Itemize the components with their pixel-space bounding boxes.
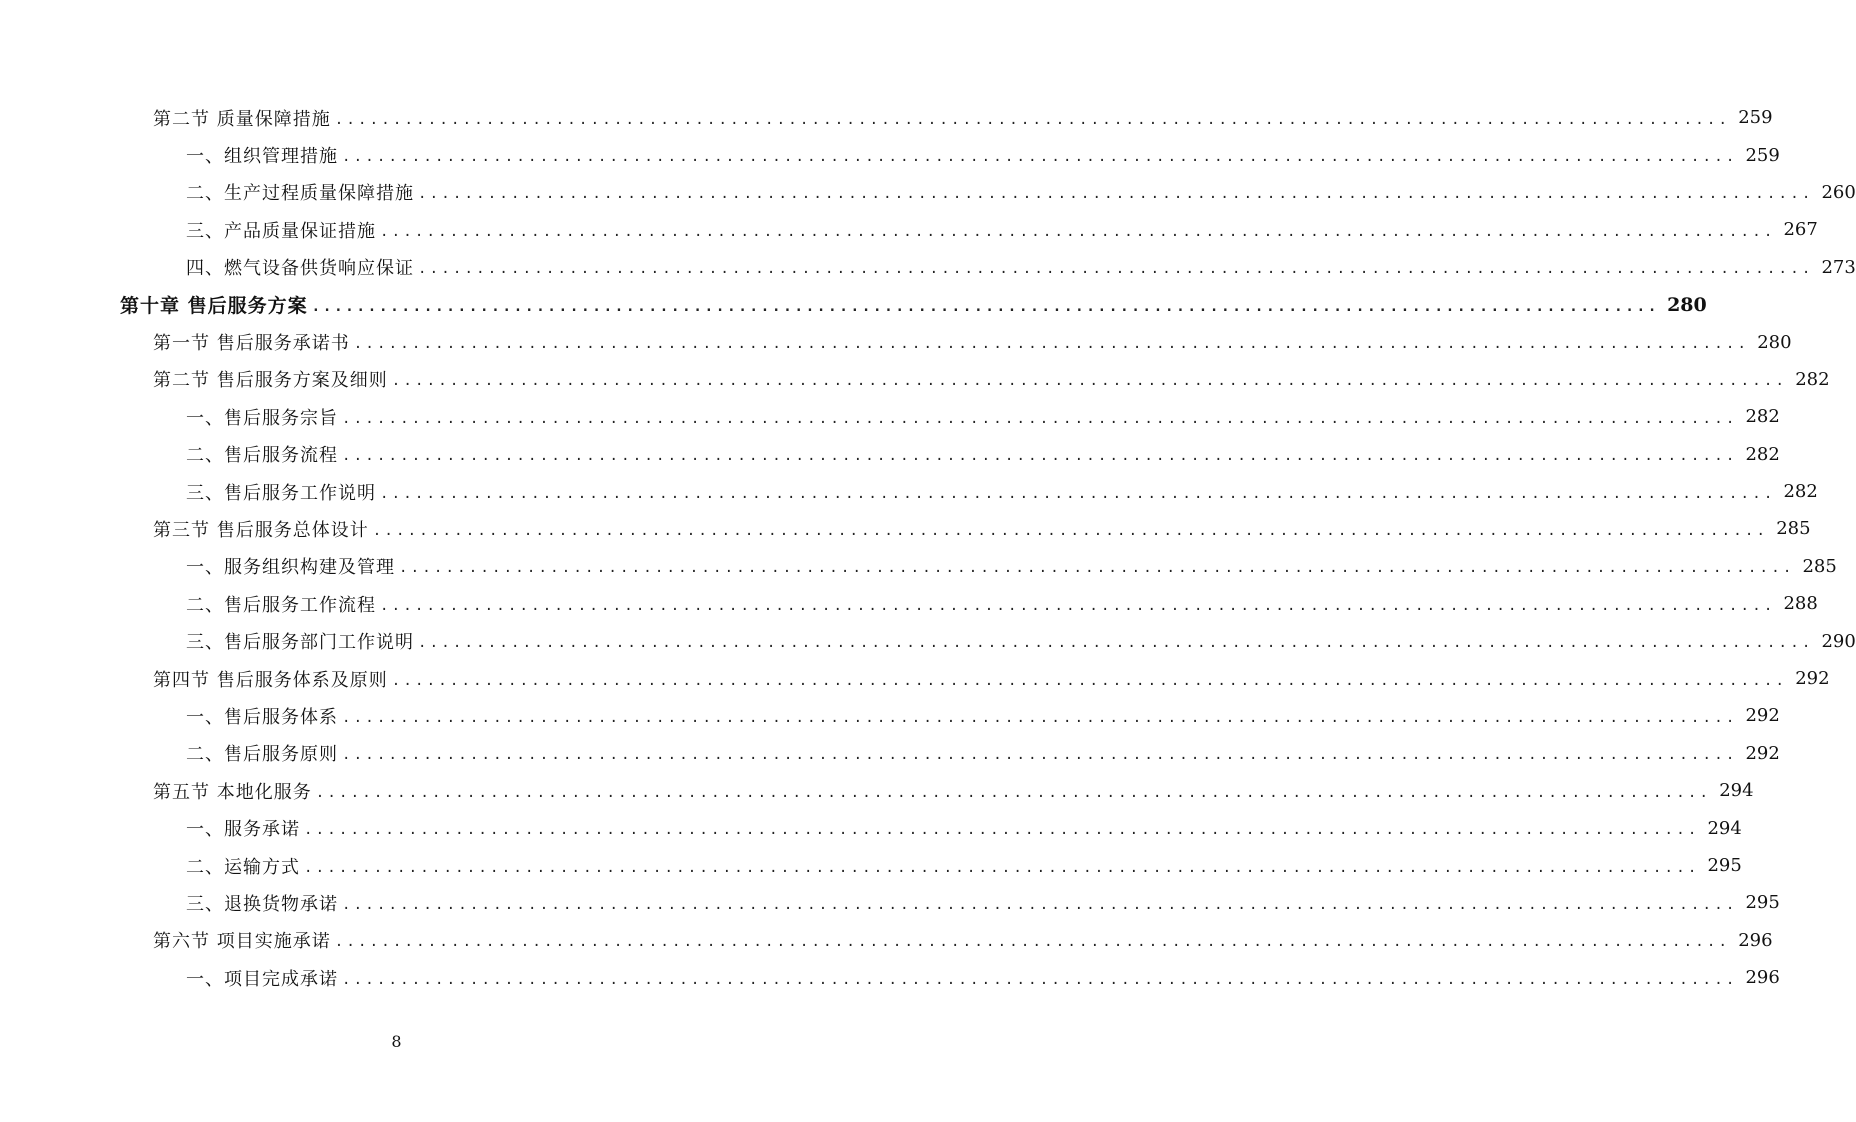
toc-dot-leader: ........................................................................................................................ <box>342 747 1738 764</box>
toc-entry-page: 259 <box>1745 144 1780 166</box>
toc-entry-page: 280 <box>1667 293 1707 316</box>
toc-chapter-entry[interactable] <box>0 286 1707 323</box>
toc-entry-title: 三、退换货物承诺 <box>186 893 338 915</box>
toc-entry-page: 292 <box>1745 705 1780 727</box>
toc-dot-leader: ........................................................................................................................ <box>342 896 1738 913</box>
toc-entry-page: 292 <box>1745 742 1780 764</box>
toc-dot-leader: ........................................................................................................................ <box>391 672 1788 689</box>
toc-dot-leader: ........................................................................................................................ <box>342 410 1738 427</box>
toc-entry-page: 296 <box>1738 929 1773 951</box>
toc-entry-title: 第四节 售后服务体系及原则 <box>153 669 388 691</box>
toc-entry-page: 267 <box>1783 219 1818 241</box>
toc-dot-leader: ........................................................................................................................ <box>311 298 1660 315</box>
toc-entry-title: 第五节 本地化服务 <box>153 781 312 803</box>
toc-dot-leader: ........................................................................................................................ <box>380 485 1776 502</box>
toc-section-entry[interactable] <box>0 99 1773 136</box>
toc-entry-page: 282 <box>1745 443 1780 465</box>
toc-dot-leader: ........................................................................................................................ <box>399 560 1795 577</box>
page-number: 8 <box>391 1032 402 1051</box>
toc-entry-page: 259 <box>1738 107 1773 129</box>
toc-entry-title: 二、生产过程质量保障措施 <box>186 183 414 205</box>
toc-subsection-entry[interactable] <box>0 548 1837 585</box>
toc-entry-title: 二、售后服务工作流程 <box>186 594 376 616</box>
toc-dot-leader: ........................................................................................................................ <box>342 709 1738 726</box>
toc-entry-page: 288 <box>1783 593 1818 615</box>
toc-entry-page: 295 <box>1707 855 1742 876</box>
toc-entry-page: 295 <box>1745 892 1780 914</box>
toc-dot-leader: ........................................................................................................................ <box>418 261 1814 278</box>
toc-entry-page: 282 <box>1783 481 1818 503</box>
toc-entry-title: 四、燃气设备供货响应保证 <box>186 258 414 280</box>
toc-subsection-entry[interactable] <box>0 735 1780 772</box>
toc-entry-title: 一、服务组织构建及管理 <box>186 557 395 579</box>
toc-entry-page: 285 <box>1776 518 1811 540</box>
toc-entry-page: 273 <box>1821 256 1856 278</box>
toc-entry-title: 一、服务承诺 <box>186 819 300 841</box>
toc-entry-page: 290 <box>1821 630 1856 652</box>
toc-dot-leader: ........................................................................................................................ <box>391 373 1788 390</box>
toc-subsection-entry[interactable] <box>0 585 1818 622</box>
toc-entry-page: 292 <box>1795 668 1830 690</box>
toc-dot-leader: ........................................................................................................................ <box>315 784 1712 801</box>
toc-subsection-entry[interactable] <box>0 884 1780 921</box>
toc-dot-leader: ........................................................................................................................ <box>342 971 1738 988</box>
toc-entry-title: 一、售后服务体系 <box>186 706 338 728</box>
toc-subsection-entry[interactable] <box>0 697 1780 734</box>
toc-section-entry[interactable] <box>0 772 1754 809</box>
toc-dot-leader: ........................................................................................................................ <box>334 934 1731 951</box>
toc-subsection-entry[interactable] <box>0 136 1780 173</box>
toc-entry-title: 第六节 项目实施承诺 <box>153 931 331 953</box>
toc-subsection-entry[interactable] <box>0 959 1780 996</box>
toc-subsection-entry[interactable] <box>0 622 1856 659</box>
toc-entry-title: 第三节 售后服务总体设计 <box>153 519 369 541</box>
toc-entry-title: 一、售后服务宗旨 <box>186 407 338 429</box>
toc-section-entry[interactable] <box>0 660 1830 697</box>
toc-entry-page: 294 <box>1707 817 1742 839</box>
toc-dot-leader: ........................................................................................................................ <box>304 859 1700 876</box>
toc-dot-leader: ........................................................................................................................ <box>418 635 1814 652</box>
toc-entry-title: 三、售后服务工作说明 <box>186 482 376 504</box>
toc-subsection-entry[interactable] <box>0 398 1780 435</box>
toc-subsection-entry[interactable] <box>0 174 1856 211</box>
toc-section-entry[interactable] <box>0 922 1773 959</box>
toc-entry-page: 285 <box>1802 555 1837 577</box>
toc-entry-title: 一、组织管理措施 <box>186 146 338 168</box>
toc-subsection-entry[interactable] <box>0 249 1856 286</box>
toc-entry-page: 260 <box>1821 181 1856 203</box>
toc-entry-title: 三、产品质量保证措施 <box>186 220 376 242</box>
toc-subsection-entry[interactable] <box>0 436 1780 473</box>
toc-dot-leader: ........................................................................................................................ <box>353 336 1750 353</box>
toc-dot-leader: ........................................................................................................................ <box>418 186 1814 203</box>
toc-entry-title: 三、售后服务部门工作说明 <box>186 632 414 654</box>
toc-section-entry[interactable] <box>0 510 1811 547</box>
toc-entry-title: 二、运输方式 <box>186 856 300 878</box>
toc-subsection-entry[interactable] <box>0 809 1742 846</box>
toc-dot-leader: ........................................................................................................................ <box>334 111 1731 128</box>
toc-entry-title: 二、售后服务流程 <box>186 445 338 467</box>
toc-entry-title: 一、项目完成承诺 <box>186 968 338 990</box>
toc-entry-page: 282 <box>1795 368 1830 390</box>
toc-dot-leader: ........................................................................................................................ <box>304 822 1700 839</box>
toc-dot-leader: ........................................................................................................................ <box>342 448 1738 465</box>
toc-dot-leader: ........................................................................................................................ <box>380 597 1776 614</box>
toc-dot-leader: ........................................................................................................................ <box>380 223 1776 240</box>
toc-subsection-entry[interactable] <box>0 847 1742 884</box>
toc-entry-page: 294 <box>1719 780 1754 802</box>
toc-entry-title: 第十章 售后服务方案 <box>120 295 308 318</box>
toc-entry-title: 第二节 售后服务方案及细则 <box>153 370 388 392</box>
toc-subsection-entry[interactable] <box>0 473 1818 510</box>
toc-dot-leader: ........................................................................................................................ <box>342 149 1738 166</box>
toc-entry-title: 二、售后服务原则 <box>186 744 338 766</box>
toc-section-entry[interactable] <box>0 323 1792 360</box>
toc-dot-leader: ........................................................................................................................ <box>372 522 1769 539</box>
toc-subsection-entry[interactable] <box>0 211 1818 248</box>
toc-entry-title: 第一节 售后服务承诺书 <box>153 333 350 355</box>
toc-entry-page: 282 <box>1745 406 1780 428</box>
toc-section-entry[interactable] <box>0 361 1830 398</box>
toc-entry-page: 280 <box>1757 331 1792 353</box>
toc-entry-page: 296 <box>1745 967 1780 989</box>
table-of-contents <box>0 99 1856 996</box>
toc-entry-title: 第二节 质量保障措施 <box>153 108 331 130</box>
